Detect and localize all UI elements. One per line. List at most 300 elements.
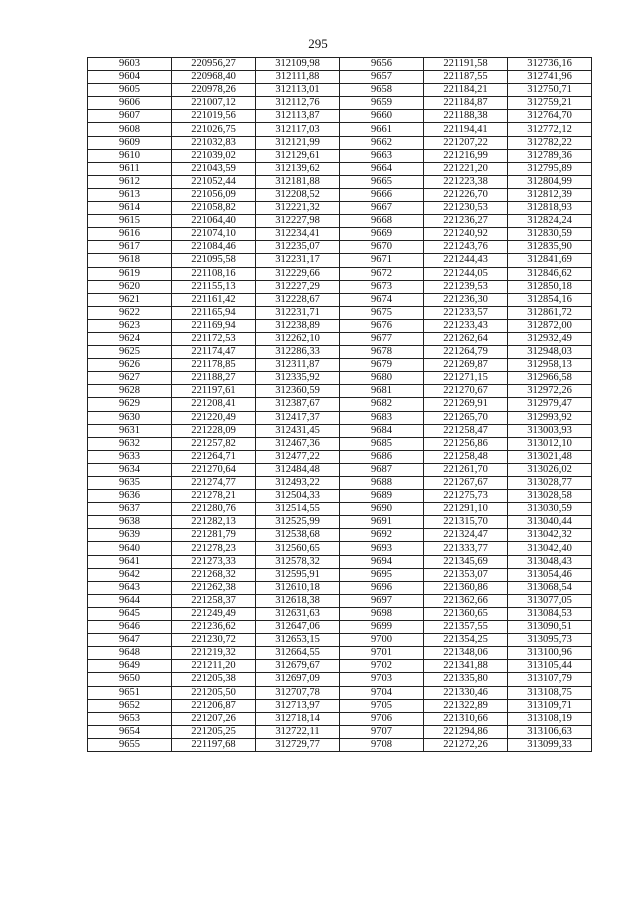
- point-number-right-cell: 9663: [340, 149, 424, 162]
- x-coordinate-right-cell: 221239,53: [424, 280, 508, 293]
- table-row: [88, 712, 592, 725]
- x-coordinate-left-cell: 221052,44: [172, 175, 256, 188]
- table-row: [88, 738, 592, 751]
- x-coordinate-right-cell: 221244,05: [424, 267, 508, 280]
- x-coordinate-left-cell: 220978,26: [172, 84, 256, 97]
- x-coordinate-right-cell: 221294,86: [424, 725, 508, 738]
- x-coordinate-left-cell: 221026,75: [172, 123, 256, 136]
- y-coordinate-right-cell: 312772,12: [508, 123, 592, 136]
- y-coordinate-left-cell: 312129,61: [256, 149, 340, 162]
- x-coordinate-left-cell: 221197,61: [172, 385, 256, 398]
- y-coordinate-left-cell: 312208,52: [256, 188, 340, 201]
- y-coordinate-left-cell: 312713,97: [256, 699, 340, 712]
- y-coordinate-right-cell: 312993,92: [508, 411, 592, 424]
- table-row: [88, 385, 592, 398]
- point-number-right-cell: 9667: [340, 202, 424, 215]
- point-number-left-cell: 9635: [88, 477, 172, 490]
- x-coordinate-left-cell: 221249,49: [172, 607, 256, 620]
- table-row: [88, 359, 592, 372]
- table-row: [88, 71, 592, 84]
- point-number-left-cell: 9649: [88, 660, 172, 673]
- table-row: [88, 437, 592, 450]
- point-number-right-cell: 9702: [340, 660, 424, 673]
- point-number-left-cell: 9605: [88, 84, 172, 97]
- y-coordinate-left-cell: 312139,62: [256, 162, 340, 175]
- y-coordinate-left-cell: 312631,63: [256, 607, 340, 620]
- y-coordinate-left-cell: 312262,10: [256, 332, 340, 345]
- x-coordinate-right-cell: 221223,38: [424, 175, 508, 188]
- x-coordinate-left-cell: 221074,10: [172, 228, 256, 241]
- point-number-left-cell: 9615: [88, 215, 172, 228]
- point-number-left-cell: 9619: [88, 267, 172, 280]
- point-number-right-cell: 9684: [340, 424, 424, 437]
- point-number-right-cell: 9681: [340, 385, 424, 398]
- table-row: [88, 568, 592, 581]
- y-coordinate-left-cell: 312227,98: [256, 215, 340, 228]
- x-coordinate-right-cell: 221191,58: [424, 58, 508, 71]
- y-coordinate-right-cell: 313028,58: [508, 490, 592, 503]
- point-number-right-cell: 9673: [340, 280, 424, 293]
- point-number-left-cell: 9634: [88, 463, 172, 476]
- table-row: [88, 97, 592, 110]
- x-coordinate-right-cell: 221330,46: [424, 686, 508, 699]
- table-row: [88, 516, 592, 529]
- table-row: [88, 228, 592, 241]
- y-coordinate-right-cell: 313108,75: [508, 686, 592, 699]
- y-coordinate-left-cell: 312647,06: [256, 621, 340, 634]
- point-number-left-cell: 9610: [88, 149, 172, 162]
- point-number-left-cell: 9623: [88, 319, 172, 332]
- y-coordinate-left-cell: 312493,22: [256, 477, 340, 490]
- y-coordinate-left-cell: 312387,67: [256, 398, 340, 411]
- point-number-left-cell: 9628: [88, 385, 172, 398]
- x-coordinate-right-cell: 221333,77: [424, 542, 508, 555]
- y-coordinate-right-cell: 312736,16: [508, 58, 592, 71]
- point-number-left-cell: 9637: [88, 503, 172, 516]
- y-coordinate-left-cell: 312664,55: [256, 647, 340, 660]
- y-coordinate-left-cell: 312538,68: [256, 529, 340, 542]
- y-coordinate-left-cell: 312504,33: [256, 490, 340, 503]
- point-number-right-cell: 9670: [340, 241, 424, 254]
- y-coordinate-right-cell: 312764,70: [508, 110, 592, 123]
- y-coordinate-left-cell: 312113,87: [256, 110, 340, 123]
- y-coordinate-left-cell: 312235,07: [256, 241, 340, 254]
- x-coordinate-left-cell: 221032,83: [172, 136, 256, 149]
- table-row: [88, 503, 592, 516]
- point-number-left-cell: 9606: [88, 97, 172, 110]
- point-number-right-cell: 9696: [340, 581, 424, 594]
- x-coordinate-left-cell: 221273,33: [172, 555, 256, 568]
- x-coordinate-right-cell: 221194,41: [424, 123, 508, 136]
- point-number-left-cell: 9629: [88, 398, 172, 411]
- point-number-right-cell: 9706: [340, 712, 424, 725]
- y-coordinate-left-cell: 312417,37: [256, 411, 340, 424]
- x-coordinate-right-cell: 221240,92: [424, 228, 508, 241]
- x-coordinate-right-cell: 221233,57: [424, 306, 508, 319]
- point-number-left-cell: 9646: [88, 621, 172, 634]
- y-coordinate-right-cell: 313108,19: [508, 712, 592, 725]
- x-coordinate-left-cell: 221207,26: [172, 712, 256, 725]
- y-coordinate-right-cell: 313012,10: [508, 437, 592, 450]
- x-coordinate-left-cell: 221172,53: [172, 332, 256, 345]
- y-coordinate-right-cell: 313026,02: [508, 463, 592, 476]
- x-coordinate-left-cell: 221228,09: [172, 424, 256, 437]
- table-row: [88, 581, 592, 594]
- point-number-right-cell: 9704: [340, 686, 424, 699]
- point-number-right-cell: 9682: [340, 398, 424, 411]
- y-coordinate-left-cell: 312335,92: [256, 372, 340, 385]
- table-row: [88, 424, 592, 437]
- x-coordinate-left-cell: 221197,68: [172, 738, 256, 751]
- y-coordinate-left-cell: 312595,91: [256, 568, 340, 581]
- y-coordinate-right-cell: 313042,40: [508, 542, 592, 555]
- point-number-left-cell: 9643: [88, 581, 172, 594]
- x-coordinate-left-cell: 221257,82: [172, 437, 256, 450]
- table-row: [88, 634, 592, 647]
- y-coordinate-left-cell: 312109,98: [256, 58, 340, 71]
- y-coordinate-left-cell: 312653,15: [256, 634, 340, 647]
- point-number-right-cell: 9679: [340, 359, 424, 372]
- y-coordinate-right-cell: 312861,72: [508, 306, 592, 319]
- x-coordinate-left-cell: 221108,16: [172, 267, 256, 280]
- coordinates-table-body: [88, 58, 592, 752]
- table-row: [88, 372, 592, 385]
- point-number-left-cell: 9616: [88, 228, 172, 241]
- y-coordinate-left-cell: 312221,32: [256, 202, 340, 215]
- y-coordinate-left-cell: 312234,41: [256, 228, 340, 241]
- x-coordinate-left-cell: 221268,32: [172, 568, 256, 581]
- y-coordinate-left-cell: 312525,99: [256, 516, 340, 529]
- point-number-left-cell: 9604: [88, 71, 172, 84]
- x-coordinate-left-cell: 221039,02: [172, 149, 256, 162]
- y-coordinate-right-cell: 313105,44: [508, 660, 592, 673]
- x-coordinate-right-cell: 221362,66: [424, 594, 508, 607]
- y-coordinate-right-cell: 313054,46: [508, 568, 592, 581]
- y-coordinate-right-cell: 312872,00: [508, 319, 592, 332]
- point-number-right-cell: 9700: [340, 634, 424, 647]
- point-number-right-cell: 9708: [340, 738, 424, 751]
- point-number-left-cell: 9622: [88, 306, 172, 319]
- x-coordinate-right-cell: 221345,69: [424, 555, 508, 568]
- x-coordinate-left-cell: 221064,40: [172, 215, 256, 228]
- point-number-right-cell: 9659: [340, 97, 424, 110]
- y-coordinate-right-cell: 313003,93: [508, 424, 592, 437]
- x-coordinate-right-cell: 221244,43: [424, 254, 508, 267]
- point-number-left-cell: 9644: [88, 594, 172, 607]
- x-coordinate-left-cell: 221007,12: [172, 97, 256, 110]
- point-number-right-cell: 9656: [340, 58, 424, 71]
- x-coordinate-right-cell: 221187,55: [424, 71, 508, 84]
- table-row: [88, 555, 592, 568]
- point-number-left-cell: 9624: [88, 332, 172, 345]
- x-coordinate-right-cell: 221269,91: [424, 398, 508, 411]
- x-coordinate-right-cell: 221230,53: [424, 202, 508, 215]
- x-coordinate-left-cell: 221219,32: [172, 647, 256, 660]
- table-row: [88, 686, 592, 699]
- y-coordinate-left-cell: 312286,33: [256, 346, 340, 359]
- point-number-right-cell: 9692: [340, 529, 424, 542]
- y-coordinate-right-cell: 313095,73: [508, 634, 592, 647]
- y-coordinate-right-cell: 312759,21: [508, 97, 592, 110]
- x-coordinate-left-cell: 221274,77: [172, 477, 256, 490]
- table-row: [88, 529, 592, 542]
- table-row: [88, 594, 592, 607]
- y-coordinate-right-cell: 312958,13: [508, 359, 592, 372]
- y-coordinate-right-cell: 313100,96: [508, 647, 592, 660]
- y-coordinate-right-cell: 313030,59: [508, 503, 592, 516]
- point-number-left-cell: 9608: [88, 123, 172, 136]
- x-coordinate-right-cell: 221265,70: [424, 411, 508, 424]
- y-coordinate-right-cell: 313109,71: [508, 699, 592, 712]
- point-number-left-cell: 9631: [88, 424, 172, 437]
- table-row: [88, 175, 592, 188]
- x-coordinate-right-cell: 221354,25: [424, 634, 508, 647]
- x-coordinate-right-cell: 221243,76: [424, 241, 508, 254]
- x-coordinate-right-cell: 221360,65: [424, 607, 508, 620]
- y-coordinate-left-cell: 312514,55: [256, 503, 340, 516]
- point-number-right-cell: 9698: [340, 607, 424, 620]
- y-coordinate-right-cell: 313090,51: [508, 621, 592, 634]
- point-number-right-cell: 9665: [340, 175, 424, 188]
- table-row: [88, 319, 592, 332]
- point-number-left-cell: 9640: [88, 542, 172, 555]
- table-row: [88, 136, 592, 149]
- y-coordinate-left-cell: 312231,17: [256, 254, 340, 267]
- x-coordinate-left-cell: 221206,87: [172, 699, 256, 712]
- point-number-left-cell: 9625: [88, 346, 172, 359]
- point-number-left-cell: 9609: [88, 136, 172, 149]
- point-number-left-cell: 9653: [88, 712, 172, 725]
- x-coordinate-left-cell: 220968,40: [172, 71, 256, 84]
- y-coordinate-right-cell: 312830,59: [508, 228, 592, 241]
- table-row: [88, 215, 592, 228]
- point-number-right-cell: 9701: [340, 647, 424, 660]
- y-coordinate-right-cell: 312789,36: [508, 149, 592, 162]
- y-coordinate-left-cell: 312697,09: [256, 673, 340, 686]
- point-number-left-cell: 9618: [88, 254, 172, 267]
- point-number-right-cell: 9688: [340, 477, 424, 490]
- x-coordinate-left-cell: 221236,62: [172, 621, 256, 634]
- y-coordinate-right-cell: 312948,03: [508, 346, 592, 359]
- x-coordinate-right-cell: 221310,66: [424, 712, 508, 725]
- x-coordinate-right-cell: 221269,87: [424, 359, 508, 372]
- y-coordinate-left-cell: 312729,77: [256, 738, 340, 751]
- y-coordinate-left-cell: 312227,29: [256, 280, 340, 293]
- table-row: [88, 123, 592, 136]
- point-number-left-cell: 9645: [88, 607, 172, 620]
- point-number-right-cell: 9671: [340, 254, 424, 267]
- point-number-left-cell: 9633: [88, 450, 172, 463]
- y-coordinate-right-cell: 312854,16: [508, 293, 592, 306]
- point-number-left-cell: 9654: [88, 725, 172, 738]
- x-coordinate-left-cell: 221095,58: [172, 254, 256, 267]
- x-coordinate-left-cell: 221084,46: [172, 241, 256, 254]
- y-coordinate-right-cell: 312846,62: [508, 267, 592, 280]
- point-number-right-cell: 9677: [340, 332, 424, 345]
- point-number-left-cell: 9650: [88, 673, 172, 686]
- point-number-left-cell: 9607: [88, 110, 172, 123]
- x-coordinate-right-cell: 221184,21: [424, 84, 508, 97]
- page-number: 295: [308, 36, 328, 51]
- point-number-right-cell: 9690: [340, 503, 424, 516]
- x-coordinate-right-cell: 221184,87: [424, 97, 508, 110]
- x-coordinate-right-cell: 221291,10: [424, 503, 508, 516]
- y-coordinate-left-cell: 312121,99: [256, 136, 340, 149]
- point-number-right-cell: 9699: [340, 621, 424, 634]
- point-number-left-cell: 9639: [88, 529, 172, 542]
- x-coordinate-right-cell: 221188,38: [424, 110, 508, 123]
- point-number-right-cell: 9693: [340, 542, 424, 555]
- y-coordinate-left-cell: 312238,89: [256, 319, 340, 332]
- x-coordinate-left-cell: 221161,42: [172, 293, 256, 306]
- point-number-right-cell: 9661: [340, 123, 424, 136]
- y-coordinate-left-cell: 312360,59: [256, 385, 340, 398]
- y-coordinate-left-cell: 312560,65: [256, 542, 340, 555]
- table-row: [88, 254, 592, 267]
- point-number-right-cell: 9686: [340, 450, 424, 463]
- y-coordinate-right-cell: 313084,53: [508, 607, 592, 620]
- x-coordinate-left-cell: 221262,38: [172, 581, 256, 594]
- point-number-right-cell: 9685: [340, 437, 424, 450]
- point-number-right-cell: 9674: [340, 293, 424, 306]
- x-coordinate-right-cell: 221357,55: [424, 621, 508, 634]
- y-coordinate-right-cell: 312812,39: [508, 188, 592, 201]
- point-number-right-cell: 9666: [340, 188, 424, 201]
- point-number-left-cell: 9603: [88, 58, 172, 71]
- y-coordinate-right-cell: 312750,71: [508, 84, 592, 97]
- table-row: [88, 84, 592, 97]
- x-coordinate-left-cell: 221188,27: [172, 372, 256, 385]
- y-coordinate-left-cell: 312113,01: [256, 84, 340, 97]
- point-number-right-cell: 9675: [340, 306, 424, 319]
- x-coordinate-left-cell: 221178,85: [172, 359, 256, 372]
- y-coordinate-left-cell: 312229,66: [256, 267, 340, 280]
- table-row: [88, 306, 592, 319]
- table-row: [88, 58, 592, 71]
- coordinates-table: [87, 57, 592, 752]
- x-coordinate-right-cell: 221236,27: [424, 215, 508, 228]
- y-coordinate-left-cell: 312578,32: [256, 555, 340, 568]
- x-coordinate-left-cell: 221230,72: [172, 634, 256, 647]
- table-row: [88, 542, 592, 555]
- table-row: [88, 490, 592, 503]
- x-coordinate-right-cell: 221261,70: [424, 463, 508, 476]
- point-number-right-cell: 9672: [340, 267, 424, 280]
- y-coordinate-left-cell: 312467,36: [256, 437, 340, 450]
- y-coordinate-left-cell: 312722,11: [256, 725, 340, 738]
- y-coordinate-left-cell: 312228,67: [256, 293, 340, 306]
- point-number-right-cell: 9669: [340, 228, 424, 241]
- x-coordinate-left-cell: 221058,82: [172, 202, 256, 215]
- table-row: [88, 110, 592, 123]
- y-coordinate-left-cell: 312111,88: [256, 71, 340, 84]
- point-number-left-cell: 9612: [88, 175, 172, 188]
- table-row: [88, 647, 592, 660]
- x-coordinate-right-cell: 221264,79: [424, 346, 508, 359]
- y-coordinate-left-cell: 312431,45: [256, 424, 340, 437]
- x-coordinate-left-cell: 221278,23: [172, 542, 256, 555]
- table-row: [88, 332, 592, 345]
- x-coordinate-left-cell: 221258,37: [172, 594, 256, 607]
- y-coordinate-right-cell: 312932,49: [508, 332, 592, 345]
- y-coordinate-left-cell: 312718,14: [256, 712, 340, 725]
- x-coordinate-right-cell: 221348,06: [424, 647, 508, 660]
- point-number-left-cell: 9638: [88, 516, 172, 529]
- x-coordinate-right-cell: 221270,67: [424, 385, 508, 398]
- x-coordinate-right-cell: 221341,88: [424, 660, 508, 673]
- table-row: [88, 149, 592, 162]
- x-coordinate-right-cell: 221216,99: [424, 149, 508, 162]
- point-number-left-cell: 9651: [88, 686, 172, 699]
- x-coordinate-right-cell: 221324,47: [424, 529, 508, 542]
- y-coordinate-right-cell: 312804,99: [508, 175, 592, 188]
- y-coordinate-left-cell: 312117,03: [256, 123, 340, 136]
- point-number-left-cell: 9621: [88, 293, 172, 306]
- table-row: [88, 162, 592, 175]
- x-coordinate-left-cell: 221043,59: [172, 162, 256, 175]
- point-number-right-cell: 9695: [340, 568, 424, 581]
- x-coordinate-left-cell: 221208,41: [172, 398, 256, 411]
- y-coordinate-right-cell: 312979,47: [508, 398, 592, 411]
- x-coordinate-right-cell: 221271,15: [424, 372, 508, 385]
- table-row: [88, 267, 592, 280]
- y-coordinate-left-cell: 312484,48: [256, 463, 340, 476]
- point-number-right-cell: 9687: [340, 463, 424, 476]
- table-row: [88, 346, 592, 359]
- x-coordinate-right-cell: 221256,86: [424, 437, 508, 450]
- table-row: [88, 411, 592, 424]
- point-number-right-cell: 9660: [340, 110, 424, 123]
- y-coordinate-right-cell: 312841,69: [508, 254, 592, 267]
- x-coordinate-right-cell: 221267,67: [424, 477, 508, 490]
- point-number-left-cell: 9647: [88, 634, 172, 647]
- x-coordinate-left-cell: 221169,94: [172, 319, 256, 332]
- point-number-right-cell: 9680: [340, 372, 424, 385]
- x-coordinate-left-cell: 221264,71: [172, 450, 256, 463]
- x-coordinate-left-cell: 221211,20: [172, 660, 256, 673]
- x-coordinate-left-cell: 221278,21: [172, 490, 256, 503]
- x-coordinate-right-cell: 221335,80: [424, 673, 508, 686]
- y-coordinate-left-cell: 312618,38: [256, 594, 340, 607]
- table-row: [88, 607, 592, 620]
- x-coordinate-left-cell: 221019,56: [172, 110, 256, 123]
- point-number-left-cell: 9627: [88, 372, 172, 385]
- point-number-right-cell: 9691: [340, 516, 424, 529]
- x-coordinate-right-cell: 221315,70: [424, 516, 508, 529]
- y-coordinate-left-cell: 312679,67: [256, 660, 340, 673]
- x-coordinate-right-cell: 221262,64: [424, 332, 508, 345]
- x-coordinate-right-cell: 221236,30: [424, 293, 508, 306]
- table-row: [88, 241, 592, 254]
- y-coordinate-left-cell: 312231,71: [256, 306, 340, 319]
- point-number-right-cell: 9697: [340, 594, 424, 607]
- point-number-left-cell: 9655: [88, 738, 172, 751]
- x-coordinate-left-cell: 221056,09: [172, 188, 256, 201]
- x-coordinate-right-cell: 221272,26: [424, 738, 508, 751]
- x-coordinate-left-cell: 221270,64: [172, 463, 256, 476]
- point-number-left-cell: 9613: [88, 188, 172, 201]
- x-coordinate-right-cell: 221275,73: [424, 490, 508, 503]
- x-coordinate-left-cell: 221205,25: [172, 725, 256, 738]
- y-coordinate-right-cell: 313099,33: [508, 738, 592, 751]
- point-number-left-cell: 9620: [88, 280, 172, 293]
- y-coordinate-right-cell: 313068,54: [508, 581, 592, 594]
- x-coordinate-left-cell: 221165,94: [172, 306, 256, 319]
- point-number-left-cell: 9648: [88, 647, 172, 660]
- point-number-left-cell: 9652: [88, 699, 172, 712]
- point-number-right-cell: 9707: [340, 725, 424, 738]
- point-number-right-cell: 9676: [340, 319, 424, 332]
